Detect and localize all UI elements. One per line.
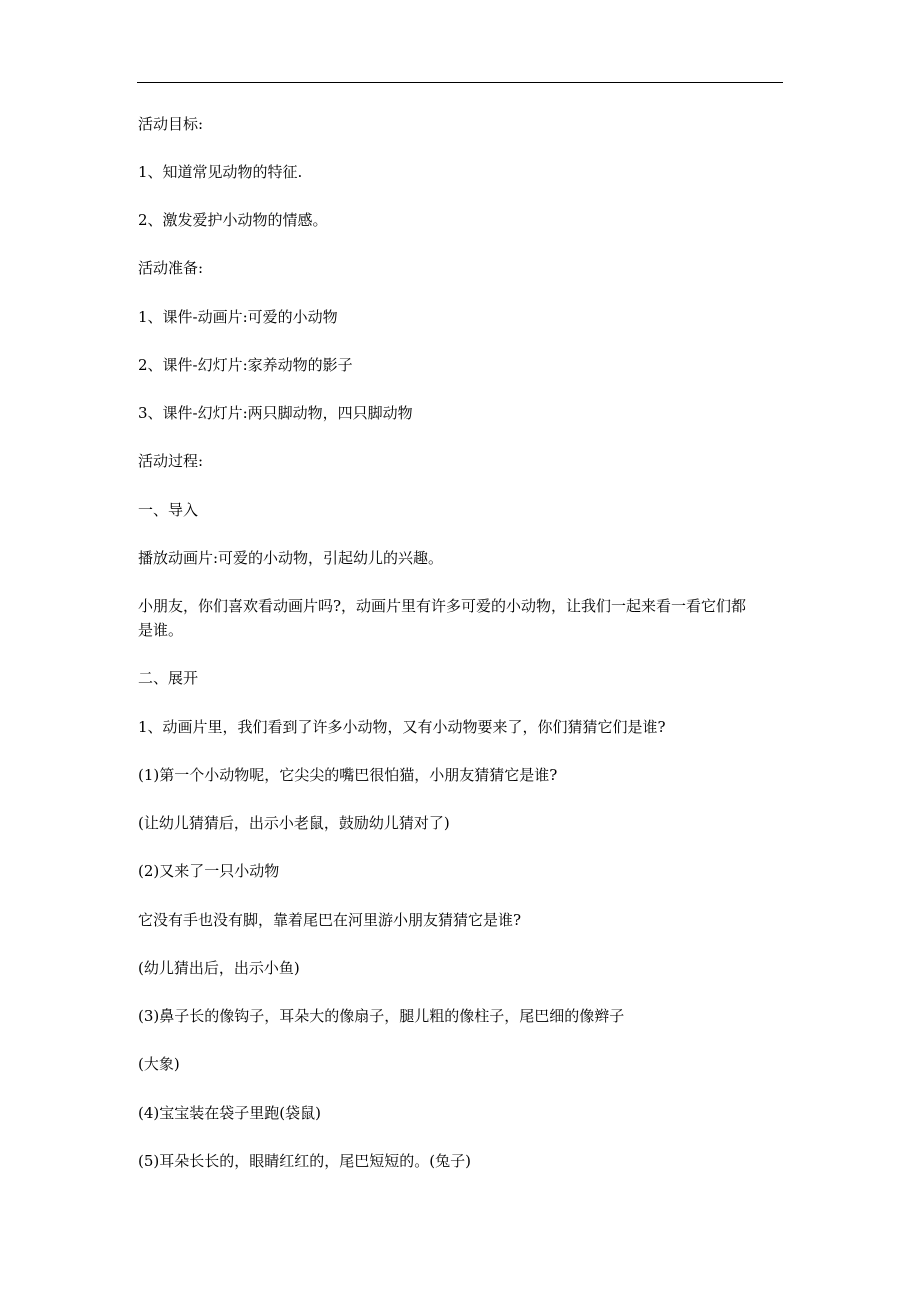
heading-activity-process: 活动过程:	[138, 452, 204, 470]
paragraph: (5)耳朵长长的，眼睛红红的，尾巴短短的。(兔子)	[138, 1152, 471, 1170]
header-rule	[137, 82, 783, 83]
heading-activity-goals: 活动目标:	[138, 115, 204, 133]
paragraph: (3)鼻子长的像钩子，耳朵大的像扇子，腿儿粗的像柱子，尾巴细的像辫子	[138, 1007, 625, 1025]
paragraph: 它没有手也没有脚，靠着尾巴在河里游小朋友猜猜它是谁?	[138, 911, 522, 929]
paragraph: 1、动画片里，我们看到了许多小动物，又有小动物要来了，你们猜猜它们是谁?	[138, 718, 666, 736]
paragraph: (大象)	[138, 1055, 180, 1073]
goal-item-1: 1、知道常见动物的特征.	[138, 163, 303, 181]
paragraph: (1)第一个小动物呢，它尖尖的嘴巴很怕猫，小朋友猜猜它是谁?	[138, 766, 558, 784]
prep-item-3: 3、课件-幻灯片:两只脚动物，四只脚动物	[138, 404, 413, 422]
prep-item-2: 2、课件-幻灯片:家养动物的影子	[138, 356, 353, 374]
section-expand-heading: 二、展开	[138, 669, 199, 687]
paragraph: (2)又来了一只小动物	[138, 862, 280, 880]
paragraph-wrapped: 小朋友，你们喜欢看动画片吗?，动画片里有许多可爱的小动物，让我们一起来看一看它们都是谁。	[138, 597, 747, 639]
heading-activity-preparation: 活动准备:	[138, 259, 204, 277]
paragraph: (幼儿猜出后，出示小鱼)	[138, 959, 300, 977]
paragraph: 播放动画片:可爱的小动物，引起幼儿的兴趣。	[138, 549, 444, 567]
prep-item-1: 1、课件-动画片:可爱的小动物	[138, 308, 338, 326]
section-intro-heading: 一、导入	[138, 501, 199, 519]
paragraph: (4)宝宝装在袋子里跑(袋鼠)	[138, 1104, 321, 1122]
goal-item-2: 2、激发爱护小动物的情感。	[138, 211, 328, 229]
paragraph: (让幼儿猜猜后，出示小老鼠，鼓励幼儿猜对了)	[138, 814, 450, 832]
